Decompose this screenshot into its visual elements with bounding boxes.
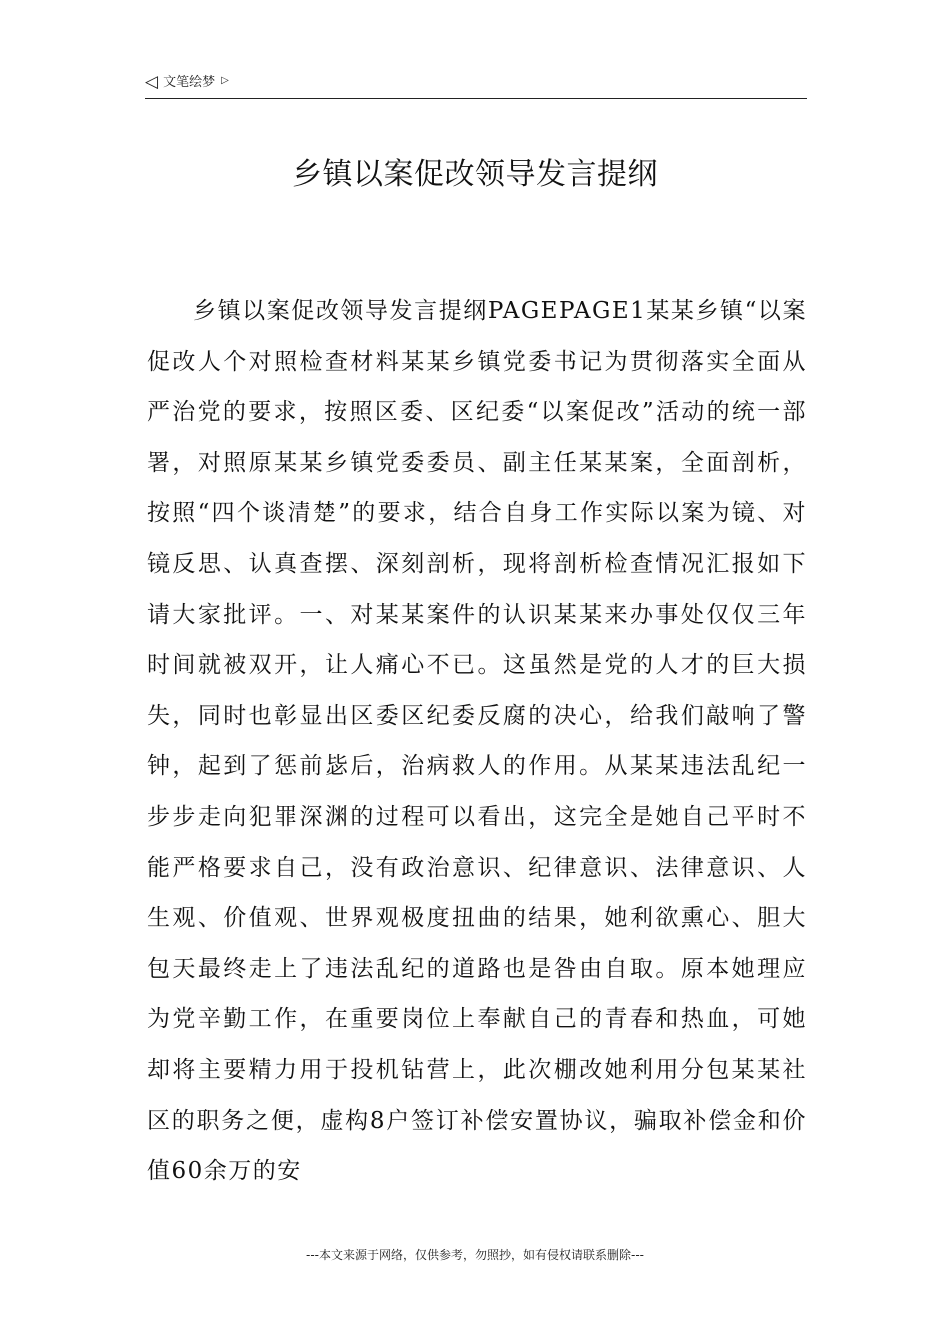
page-header bbox=[145, 72, 807, 99]
left-triangle-icon: ◁ bbox=[145, 72, 159, 92]
footer-disclaimer: ---本文来源于网络，仅供参考，勿照抄，如有侵权请联系删除--- bbox=[306, 1248, 644, 1262]
right-triangle-icon: ▷ bbox=[221, 75, 229, 86]
document-body: 乡镇以案促改领导发言提纲PAGEPAGE1某某乡镇“以案促改人个对照检查材料某某乡镇党委书记为贯彻落实全面从严治党的要求，按照区委、区纪委“以案促改”活动的统一部署，对照原某某乡镇党委委员、副主任某某案，全面剖析，按照“四个谈清楚”的要求，结合自身工作实际以案为镜、对镜反思、认真查摆、深刻剖析，现将剖析检查情况汇报如下请大家批评。一、对某某案件的认识某某来办事处仅仅三年时间就被双开，让人痛心不已。这虽然是党的人才的巨大损失，同时也彰显出区委区纪委反腐的决心，给我们敲响了警钟，起到了惩前毖后，治病救人的作用。从某某违法乱纪一步步走向犯罪深渊的过程可以看出，这完全是她自己平时不能严格要求自己，没有政治意识、纪律意识、法律意识、人生观、价值观、世界观极度扭曲的结果，她利欲熏心、胆大包天最终走上了违法乱纪的道路也是咎由自取。原本她理应为党辛勤工作，在重要岗位上奉献自己的青春和热血，可她却将主要精力用于投机钻营上，此次棚改她利用分包某某社区的职务之便，虚构8户签订补偿安置协议，骗取补偿金和价值60余万的安 bbox=[147, 298, 807, 1185]
document-title: 乡镇以案促改领导发言提纲 bbox=[292, 157, 658, 192]
header-brand: 文笔绘梦 bbox=[163, 75, 216, 90]
